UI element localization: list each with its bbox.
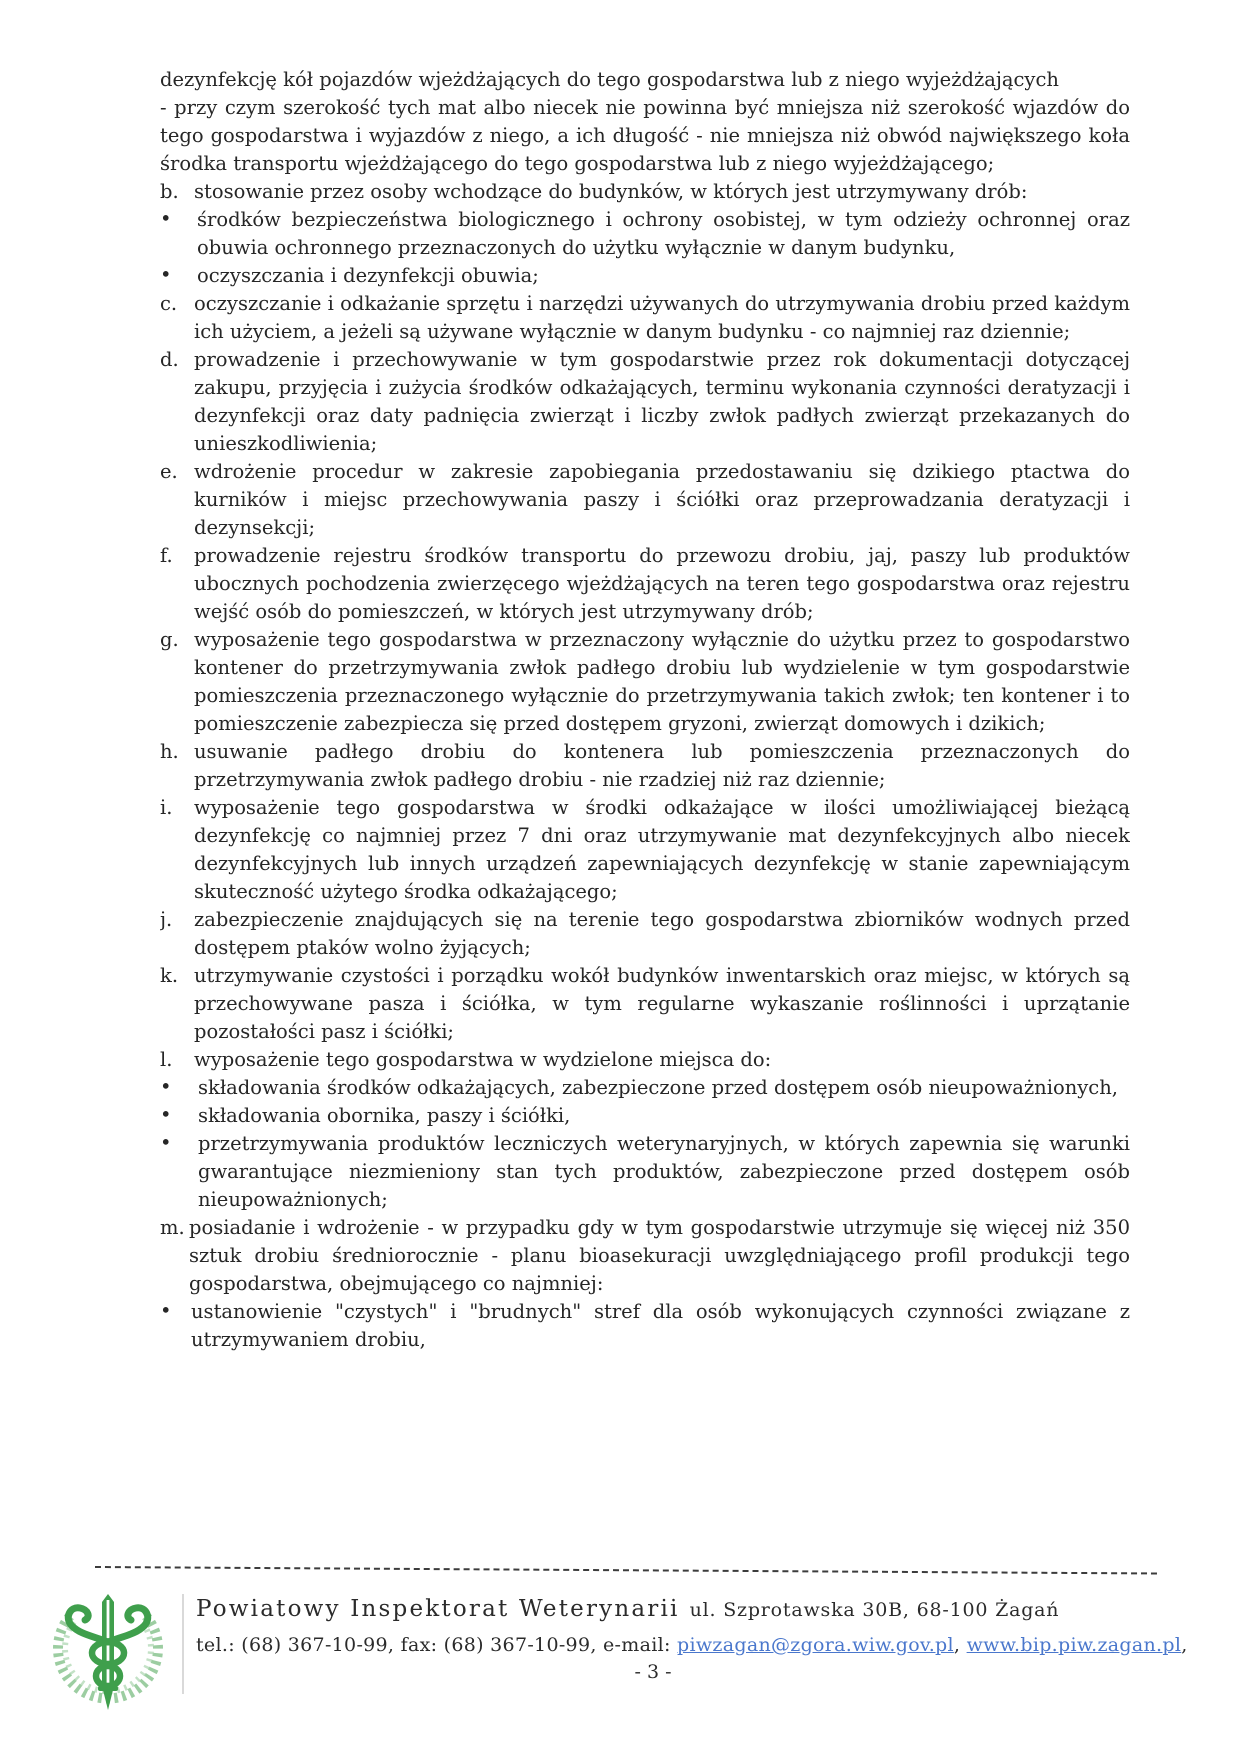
- contact-suffix: ,: [1181, 1634, 1188, 1656]
- item-letter: f.: [160, 544, 173, 567]
- footer-vertical-divider: [182, 1594, 184, 1694]
- item-text: wyposażenie tego gospodarstwa w przeznaczony wyłącznie do użytku przez to gospodarstwo kontener do przetrzymywania zwłok padłego drobiu lub wydzielenie w tym gospodarstwie pomieszczenia przeznaczonego wyłącznie do przetrzymywania takich zwłok; ten kontener i to pomieszczenie zabezpiecza się przed dostępem gryzoni, zwierząt domowych i dzikich;: [194, 628, 1130, 735]
- lettered-item-j: [160, 906, 1130, 962]
- lettered-item-m: [160, 1214, 1130, 1298]
- lettered-item-i: [160, 794, 1130, 906]
- item-letter: k.: [160, 964, 179, 987]
- organization-name: Powiatowy Inspektorat Weterynarii: [196, 1596, 680, 1622]
- bullet-icon: •: [160, 1299, 172, 1322]
- bullet-item: [160, 1074, 1130, 1102]
- lettered-item-b: [160, 178, 1130, 206]
- lettered-item-d: [160, 346, 1130, 458]
- contact-separator: ,: [953, 1634, 967, 1656]
- item-text: zabezpieczenie znajdujących się na terenie tego gospodarstwa zbiorników wodnych przed dostępem ptaków wolno żyjących;: [194, 908, 1130, 959]
- item-letter: c.: [160, 292, 178, 315]
- item-letter: e.: [160, 460, 178, 483]
- document-body: [160, 66, 1130, 1354]
- bullet-icon: •: [160, 1131, 172, 1154]
- bullet-icon: •: [160, 263, 172, 286]
- item-text: prowadzenie rejestru środków transportu do przewozu drobiu, jaj, paszy lub produktów ubocznych pochodzenia zwierzęcego wjeżdżających na teren tego gospodarstwa oraz rejestru wejść osób do pomieszczeń, w których jest utrzymywany drób;: [194, 544, 1130, 623]
- bullet-icon: •: [160, 1075, 172, 1098]
- bullet-item: [160, 1102, 1130, 1130]
- bullet-continuation-text: dezynfekcję kół pojazdów wjeżdżających do tego gospodarstwa lub z niego wyjeżdżających: [160, 68, 1059, 91]
- veterinary-caduceus-logo-icon: [46, 1590, 170, 1718]
- organization-line: [196, 1596, 1240, 1622]
- bullet-icon: •: [160, 1103, 172, 1126]
- organization-address: ul. Szprotawska 30B, 68-100 Żagań: [689, 1599, 1060, 1621]
- item-letter: h.: [160, 740, 179, 763]
- bullet-item: [160, 206, 1130, 262]
- item-text: utrzymywanie czystości i porządku wokół budynków inwentarskich oraz miejsc, w których są przechowywane pasza i ściółka, w tym regularne wykaszanie roślinności i uprzątanie pozostałości pasz i ściółki;: [194, 964, 1130, 1043]
- item-letter: d.: [160, 348, 179, 371]
- item-text: wyposażenie tego gospodarstwa w środki odkażające w ilości umożliwiającej bieżącą dezynfekcję co najmniej przez 7 dni oraz utrzymywanie mat dezynfekcyjnych albo niecek dezynfekcyjnych lub innych urządzeń zapewniających dezynfekcję w stanie zapewniającym skuteczność użytego środka odkażającego;: [194, 796, 1130, 903]
- lettered-item-g: [160, 626, 1130, 738]
- bullet-text: składowania obornika, paszy i ściółki,: [198, 1104, 571, 1127]
- bullet-text: oczyszczania i dezynfekcji obuwia;: [197, 264, 539, 287]
- contact-prefix: tel.: (68) 367-10-99, fax: (68) 367-10-99, e-mail:: [196, 1634, 678, 1656]
- lettered-item-k: [160, 962, 1130, 1046]
- lettered-item-h: [160, 738, 1130, 794]
- contact-line: [196, 1634, 1240, 1656]
- email-link[interactable]: piwzagan@zgora.wiw.gov.pl: [677, 1634, 954, 1656]
- bullet-text: przetrzymywania produktów leczniczych weterynaryjnych, w których zapewnia się warunki gwarantujące niezmieniony stan tych produktów, zabezpieczone przed dostępem osób nieupoważnionych;: [198, 1132, 1130, 1211]
- item-text: oczyszczanie i odkażanie sprzętu i narzędzi używanych do utrzymywania drobiu przed każdym ich użyciem, a jeżeli są używane wyłącznie w danym budynku - co najmniej raz dziennie;: [194, 292, 1130, 343]
- page-footer: [0, 1566, 1240, 1718]
- bullet-item: [160, 1130, 1130, 1214]
- item-text: stosowanie przez osoby wchodzące do budynków, w których jest utrzymywany drób:: [194, 180, 1028, 203]
- dash-list-item: - przy czym szerokość tych mat albo niecek nie powinna być mniejsza niż szerokość wjazdów do tego gospodarstwa i wyjazdów z niego, a ich długość - nie mniejsza niż obwód największego koła środka transportu wjeżdżającego do tego gospodarstwa lub z niego wyjeżdżającego;: [160, 96, 1130, 175]
- bullet-text: ustanowienie "czystych" i "brudnych" stref dla osób wykonujących czynności związane z utrzymywaniem drobiu,: [191, 1300, 1130, 1351]
- item-letter: j.: [160, 908, 173, 931]
- item-letter: g.: [160, 628, 179, 651]
- page-number: - 3 -: [634, 1661, 672, 1683]
- footer-separator-line: [95, 1566, 1157, 1574]
- bullet-text: składowania środków odkażających, zabezpieczone przed dostępem osób nieupoważnionych,: [198, 1076, 1118, 1099]
- item-letter: m.: [160, 1216, 185, 1239]
- bullet-item: [160, 1298, 1130, 1354]
- bullet-text: środków bezpieczeństwa biologicznego i ochrony osobistej, w tym odzieży ochronnej oraz obuwia ochronnego przeznaczonych do użytku wyłącznie w danym budynku,: [197, 208, 1130, 259]
- bullet-item: [160, 262, 1130, 290]
- item-text: prowadzenie i przechowywanie w tym gospodarstwie przez rok dokumentacji dotyczącej zakupu, przyjęcia i zużycia środków odkażających, terminu wykonania czynności deratyzacji i dezynfekcji oraz daty padnięcia zwierząt i liczby zwłok padłych zwierząt przekazanych do unieszkodliwienia;: [194, 348, 1130, 455]
- lettered-item-f: [160, 542, 1130, 626]
- lettered-item-e: [160, 458, 1130, 542]
- item-letter: b.: [160, 180, 179, 203]
- item-text: usuwanie padłego drobiu do kontenera lub pomieszczenia przeznaczonych do przetrzymywania zwłok padłego drobiu - nie rzadziej niż raz dziennie;: [194, 740, 1130, 791]
- item-text: wdrożenie procedur w zakresie zapobiegania przedostawaniu się dzikiego ptactwa do kurników i miejsc przechowywania paszy i ściółki oraz przeprowadzania deratyzacji i dezynsekcji;: [194, 460, 1130, 539]
- item-text: posiadanie i wdrożenie - w przypadku gdy w tym gospodarstwie utrzymuje się więcej niż 350 sztuk drobiu średniorocznie - planu bioasekuracji uwzględniającego profil produkcji tego gospodarstwa, obejmującego co najmniej:: [189, 1216, 1130, 1295]
- item-letter: l.: [160, 1048, 173, 1071]
- item-letter: i.: [160, 796, 173, 819]
- website-link[interactable]: www.bip.piw.zagan.pl: [966, 1634, 1182, 1656]
- lettered-item-c: [160, 290, 1130, 346]
- item-text: wyposażenie tego gospodarstwa w wydzielone miejsca do:: [194, 1048, 772, 1071]
- lettered-item-l: [160, 1046, 1130, 1074]
- bullet-icon: •: [160, 207, 172, 230]
